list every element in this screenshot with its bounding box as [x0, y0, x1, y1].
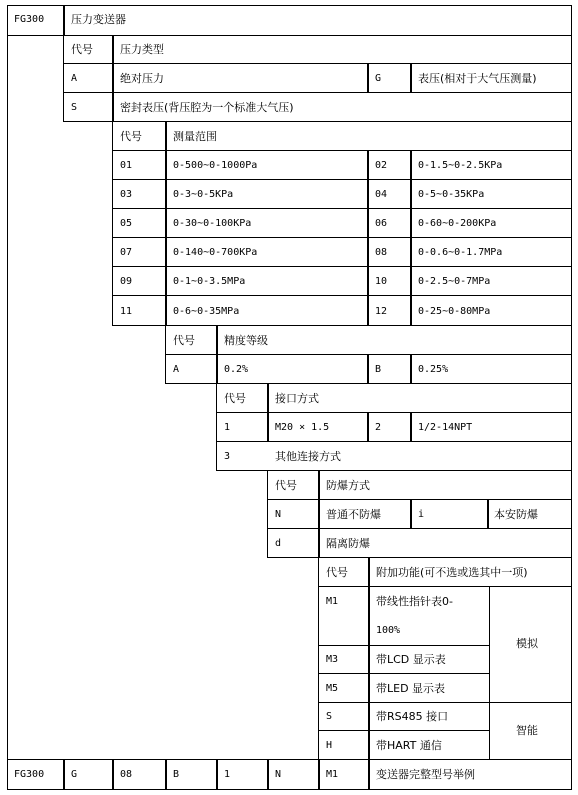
range-code: 01 [120, 160, 133, 171]
col-divider [112, 35, 114, 122]
connection-code: 1 [224, 422, 231, 433]
col-divider [112, 759, 114, 790]
range-value: 0-2.5~0-7MPa [418, 276, 491, 287]
col-divider [63, 5, 65, 36]
col-divider [410, 150, 412, 326]
range-code: 11 [120, 306, 133, 317]
example-explosion: N [275, 769, 282, 780]
explosion-value: 隔离防爆 [326, 537, 370, 550]
range-code: 06 [375, 218, 388, 229]
col-divider [367, 412, 369, 442]
connection-code: 3 [224, 451, 231, 462]
explosion-header-row [267, 470, 572, 500]
range-value: 0-5~0-35KPa [418, 189, 485, 200]
code-header: 代号 [71, 43, 93, 56]
code-header: 代号 [326, 566, 348, 579]
explosion-code: i [418, 509, 425, 520]
connection-row [216, 441, 572, 471]
section-title: 附加功能(可不选或选其中一项) [376, 566, 528, 579]
explosion-value: 普通不防爆 [326, 508, 381, 521]
range-code: 04 [375, 189, 388, 200]
section-title: 精度等级 [224, 334, 268, 347]
col-divider [165, 759, 167, 790]
col-divider [318, 759, 320, 790]
col-divider [410, 63, 412, 93]
col-divider [367, 354, 369, 384]
col-divider [487, 499, 489, 529]
range-value: 0-3~0-5KPa [173, 189, 234, 200]
function-code: S [326, 711, 333, 722]
explosion-code: d [275, 538, 282, 549]
function-value: 100% [376, 625, 401, 636]
code-header: 代号 [173, 334, 195, 347]
col-divider [367, 63, 369, 93]
range-value: 0-60~0-200KPa [418, 218, 497, 229]
section-title: 测量范围 [173, 130, 217, 143]
range-code: 05 [120, 218, 133, 229]
range-code: 03 [120, 189, 133, 200]
option-code: G [375, 73, 382, 84]
col-divider [368, 557, 370, 760]
accuracy-value: 0.25% [418, 364, 449, 375]
col-divider [410, 499, 412, 529]
connection-value: 1/2-14NPT [418, 422, 473, 433]
range-value: 0-30~0-100KPa [173, 218, 252, 229]
col-divider [165, 121, 167, 326]
page-title: 压力变送器 [71, 13, 126, 26]
explosion-code: N [275, 509, 282, 520]
connection-row [216, 412, 572, 442]
range-code: 08 [375, 247, 388, 258]
group-label-smart: 智能 [516, 724, 538, 737]
function-code: H [326, 740, 333, 751]
range-value: 0-500~0-1000Pa [173, 160, 258, 171]
col-divider [267, 383, 269, 442]
example-connection: 1 [224, 769, 231, 780]
option-label: 表压(相对于大气压测量) [418, 72, 537, 85]
code-header: 代号 [120, 130, 142, 143]
option-code: S [71, 102, 78, 113]
section-title: 压力类型 [120, 43, 164, 56]
col-divider [410, 412, 412, 442]
function-code: M3 [326, 654, 339, 665]
group-label-analog: 模拟 [516, 637, 538, 650]
function-value: 带RS485 接口 [376, 710, 449, 723]
range-value: 0-1~0-3.5MPa [173, 276, 246, 287]
range-code: 07 [120, 247, 133, 258]
code-header: 代号 [275, 479, 297, 492]
explosion-value: 本安防爆 [494, 508, 538, 521]
col-divider [267, 759, 269, 790]
range-value: 0-140~0-700KPa [173, 247, 258, 258]
accuracy-code: B [375, 364, 382, 375]
example-type: G [71, 769, 78, 780]
col-divider [368, 759, 370, 790]
example-label: 变送器完整型号举例 [376, 768, 475, 781]
example-range: 08 [120, 769, 133, 780]
section-title: 接口方式 [275, 392, 319, 405]
col-divider [63, 759, 65, 790]
col-divider [216, 759, 218, 790]
col-divider [367, 150, 369, 326]
connection-code: 2 [375, 422, 382, 433]
code-header: 代号 [224, 392, 246, 405]
connection-value: 其他连接方式 [275, 450, 341, 463]
example-function: M1 [326, 769, 339, 780]
col-divider [216, 325, 218, 384]
function-code: M1 [326, 596, 339, 607]
accuracy-value: 0.2% [224, 364, 249, 375]
option-label: 密封表压(背压腔为一个标准大气压) [120, 101, 294, 114]
function-value: 带LCD 显示表 [376, 653, 446, 666]
range-code: 12 [375, 306, 388, 317]
option-label: 绝对压力 [120, 72, 164, 85]
example-accuracy: B [173, 769, 180, 780]
col-divider [318, 470, 320, 558]
example-model: FG300 [14, 769, 45, 780]
connection-header-row [216, 383, 572, 413]
model-code: FG300 [14, 14, 45, 25]
range-value: 0-0.6~0-1.7MPa [418, 247, 503, 258]
col-divider [410, 354, 412, 384]
connection-value: M20 × 1.5 [275, 422, 330, 433]
range-code: 10 [375, 276, 388, 287]
range-value: 0-25~0-80MPa [418, 306, 491, 317]
accuracy-code: A [173, 364, 180, 375]
function-code: M5 [326, 683, 339, 694]
function-value: 带LED 显示表 [376, 682, 446, 695]
range-code: 02 [375, 160, 388, 171]
function-value: 带线性指针表0- [376, 595, 453, 608]
example-row [7, 759, 572, 790]
function-value: 带HART 通信 [376, 739, 442, 752]
explosion-row [267, 528, 572, 558]
range-value: 0-1.5~0-2.5KPa [418, 160, 503, 171]
section-title: 防爆方式 [326, 479, 370, 492]
range-value: 0-6~0-35MPa [173, 306, 240, 317]
range-code: 09 [120, 276, 133, 287]
option-code: A [71, 73, 78, 84]
